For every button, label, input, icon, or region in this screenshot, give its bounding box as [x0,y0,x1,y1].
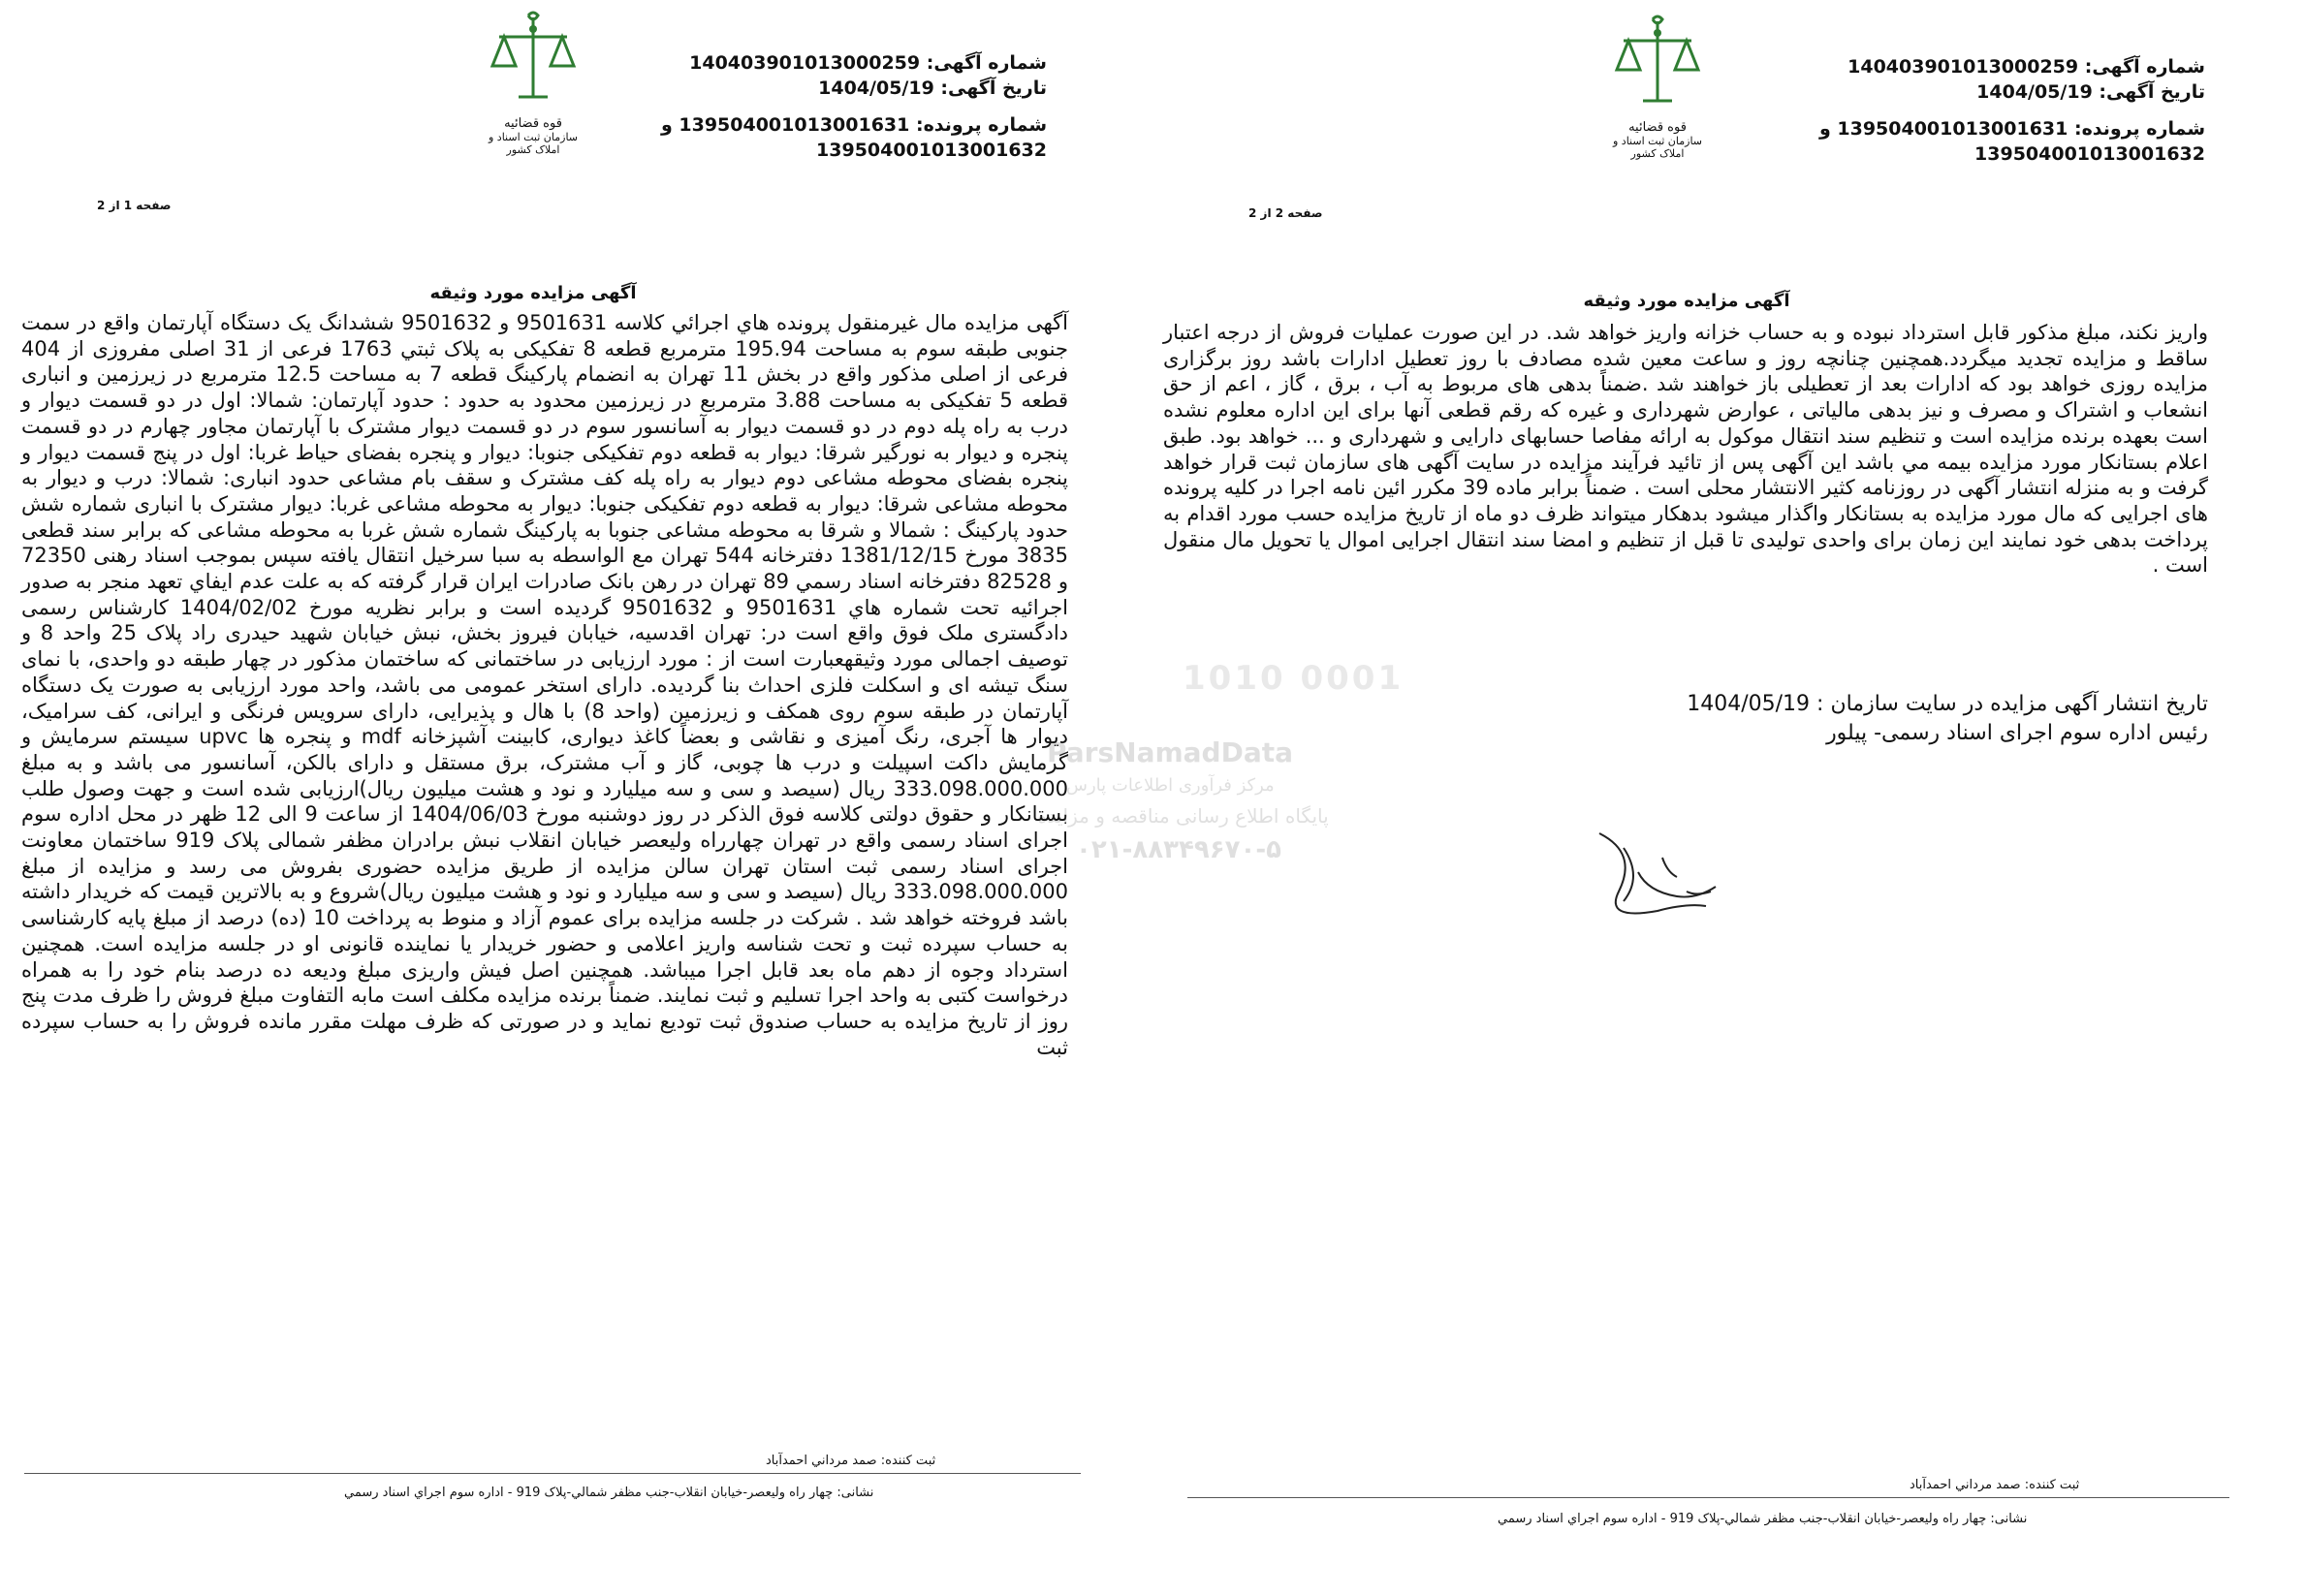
case-number-label: شماره پرونده: [2073,118,2205,140]
footer-divider [24,1473,1081,1474]
ad-number-label: شماره آگهی: [2084,56,2205,78]
publish-date: 1404/05/19 [1687,692,1811,716]
footer-address [344,1486,873,1500]
scales-emblem-icon [1604,12,1711,118]
page-one [0,0,1124,1596]
footer-registrar [1910,1478,2079,1492]
case-number-2: 13950400101300163‌2 [816,140,1047,161]
ad-meta [1818,54,2205,167]
handwritten-signature-icon [1570,814,1764,940]
ad-date-label: تاریخ آگهی: [2099,81,2205,103]
watermark-phone: ۰۲۱-۸۸۳۴۹۶۷۰-۵ [1076,835,1282,864]
case-number-1: 13950400101300163‌1 و [1818,118,2068,140]
org-name-registry: سازمان ثبت اسناد و املاک کشور [1612,135,1703,160]
registrar-label: ثبت کننده: [2024,1478,2080,1492]
notice-title: آگهی مزایده مورد وثیقه [429,283,637,303]
watermark-digits: 0001 1010 [1183,659,1405,698]
ad-number-label: شماره آگهی: [926,52,1047,74]
watermark-tagline: مرکز فرآوری اطلاعات پارس [1066,775,1275,796]
address-label: نشانی: [837,1486,874,1500]
notice-body-text: آگهی مزایده مال غیرمنقول پرونده هاي اجرائي كلاسه 9501631 و 9501632 ششدانگ يک دستگاه آپارتمان واقع در سمت جنوبی طبقه سوم به مساحت 195.94 مترمربع قطعه 8 تفکیکی به پلاک ثبتي 1763 فرعی از 31 اصلی مفروزی از 404 فرعی از اصلی مذکور واقع در بخش 11 تهران به انضمام پارکینگ قطعه 7 به مساحت 12.5 مترمربع در زیرزمین و انباری قطعه 5 تفکیکی به مساحت 3.88 مترمربع در زیرزمین محدود به حدود : حدود آپارتمان: شمالا: اول در دو قسمت دیوار و درب به راه پله دوم در دو قسمت دیوار به آسانسور سوم در دو قسمت دیوار مشترک با آپارتمان مجاور چهارم در دو قسمت پنجره و دیوار به نورگیر شرقا: دیوار به قطعه دوم تفکیکی جنوبا: دیوار و پنجره بفضای حیاط غربا: اول در پنج قسمت دیوار و پنجره بفضای محوطه مشاعی دوم دیوار به راه پله کف مشترک و سقف بام مشاعی حدود انباری: شمالا: درب و دیوار به محوطه مشاعی شرقا: دیوار به قطعه دوم تفکیکی جنوبا: دیوار به محوطه مشاعی غربا: دیوار مشترک با انباری شماره شش حدود پارکینگ : شمالا و شرقا به محوطه مشاعی جنوبا به پارکینگ شماره شش غربا به محوطه مشاعی که برابر سند قطعی 3835 مورخ 1381/12/15 دفترخانه 544 تهران مع الواسطه به سبا سرخیل انتقال یافته سپس بموجب اسناد رهنی 72350 و 82528 دفترخانه اسناد رسمي 89 تهران در رهن بانک صادرات ایران قرار گرفته که به علت عدم ايفاي تعهد منجر به صدور اجرائيه تحت شماره هاي 9501631 و 9501632 گردیده است و برابر نظریه مورخ 1404/02/02 کارشناس رسمی دادگستری ملک فوق واقع است در: تهران اقدسیه، خیابان فیروز بخش، نبش خیابان شهید حیدری راد پلاک 25 واحد 8 و توصیف اجمالی مورد وثیقهعبارت است از : مورد ارزیابی در ساختمانی که ساختمان مذکور در چهار طبقه دو واحدی، با نمای سنگ تیشه ای و اسکلت فلزی احداث بنا گردیده. دارای استخر عمومی می باشد، واحد مورد ارزیابی به صورت یک دستگاه آپارتمان در طبقه سوم روی همکف و زیرزمین (واحد 8) با هال و پذیرایی، دارای سرویس فرنگی و ایرانی، کف سرامیک، دیوار ها آجری، رنگ آمیزی و نقاشی و بعضاً کاغذ دیواری، کابینت آشپزخانه mdf و پنجره ها upvc سیستم سرمایش و گرمایش داکت اسپیلت و درب ها چوبی، گاز و آب مشترک، برق مستقل و دارای بالکن، آسانسور می باشد و به مبلغ 333.098.000.000 ریال (سیصد و سی و سه میلیارد و نود و هشت میلیون ریال)ارزیابی شده است و جهت وصول طلب بستانکار و حقوق دولتی کلاسه فوق الذکر در روز دوشنبه مورخ 1404/06/03 از ساعت 9 الی 12 ظهر در محل اداره سوم اجرای اسناد رسمی واقع در تهران چهارراه ولیعصر خیابان انقلاب نبش برادران مظفر شمالی پلاک 919 ساختمان معاونت اجرای اسناد رسمی ثبت استان تهران سالن مزایده از طریق مزایده حضوری بفروش می رسد و مزایده از مبلغ 333.098.000.000 ریال (سیصد و سی و سه میلیارد و نود و هشت میلیون ریال)شروع و به بالاترین قیمت که خریدار داشته باشد فروخته خواهد شد . شرکت در جلسه مزایده برای عموم آزاد و منوط به پرداخت 10 (ده) درصد از مبلغ پایه کارشناسی به حساب سپرده ثبت و تحت شناسه واریز اعلامی و حضور خریدار یا نماینده قانونی او در جلسه مزایده است. همچنین استرداد وجوه از دهم ماه بعد قابل اجرا میباشد. همچنین اصل فیش واریزی مبلغ ودیعه ده درصد بنام خود را به همراه درخواست کتبی به واحد اجرا تسلیم و ثبت نمایند. ضمناً برنده مزایده مکلف است مابه التفاوت مبلغ فروش را ظرف مدت پنج روز از تاریخ مزایده به حساب صندوق ثبت تودیع نماید و در صورتی که ظرف مهلت مقرر مانده فروش را به حساب سپرده ثبت [21,311,1069,1059]
address-label: نشانی: [1990,1512,2028,1526]
page-number: صفحه 2 از 2 [1248,206,1323,220]
publish-date-label: تاریخ انتشار آگهی مزایده در سایت سازمان : [1816,692,2208,716]
watermark-brand: ParsNamadData [1047,736,1293,768]
case-number-2: 13950400101300163‌2 [1974,143,2205,165]
case-number-label: شماره پرونده: [915,114,1047,136]
signer-title: رئیس اداره سوم اجرای اسناد رسمی- پیلور [1826,721,2208,745]
notice-body [21,310,1068,1060]
org-name-registry: سازمان ثبت اسناد و املاک کشور [488,131,579,156]
registrar-name: صمد مرداني احمدآباد [766,1454,877,1468]
case-number-1: 13950400101300163‌1 و [660,114,910,136]
registrar-label: ثبت کننده: [880,1454,936,1468]
page-two [1163,0,2305,1596]
notice-title: آگهی مزایده مورد وثیقه [1583,291,1790,311]
ad-date: 1404/05/19 [1976,81,2093,103]
footer-divider [1187,1497,2229,1498]
notice-body [1163,320,2208,579]
org-name-judiciary: قوه قضائیه [504,116,562,131]
judiciary-emblem [1604,12,1711,160]
address-text: چهار راه ولیعصر-خیابان انقلاب-جنب مظفر شمالي-پلاک 919 - اداره سوم اجراي اسناد رسمي [344,1486,834,1500]
ad-number: 140403901013000259 [1847,56,2079,78]
watermark-portal: پایگاه اطلاع رسانی مناقصه و مزایده [1037,804,1329,828]
registrar-name: صمد مرداني احمدآباد [1910,1478,2021,1492]
judiciary-emblem [480,8,586,156]
page-number: صفحه 1 از 2 [97,199,172,212]
org-name-judiciary: قوه قضائیه [1628,120,1687,135]
scales-emblem-icon [480,8,586,114]
footer-registrar [766,1454,935,1468]
ad-number: 140403901013000259 [689,52,921,74]
ad-date: 1404/05/19 [818,78,934,99]
address-text: چهار راه ولیعصر-خیابان انقلاب-جنب مظفر شمالي-پلاک 919 - اداره سوم اجراي اسناد رسمي [1498,1512,1987,1526]
ad-meta [660,50,1047,163]
signoff-block [1405,690,2208,748]
notice-body-text: واریز نکند، مبلغ مذکور قابل استرداد نبوده و به حساب خزانه واریز خواهد شد. در این صورت عملیات فروش از درجه اعتبار ساقط و مزایده تجدید میگردد.همچنین چنانچه روز و ساعت معین شده مصادف با روز تعطیل ادارات باشد روز برگزاری مزایده روزی خواهد بود که ادارات بعد از تعطیلی باز خواهند شد .ضمناً بدهی های مربوط به آب ، برق ، گاز ، اعم از حق انشعاب و اشتراک و مصرف و نیز بدهی مالیاتی ، عوارض شهرداری و غیره که رقم قطعی آنها برای این اداره معلوم نشده است بعهده برنده مزایده است و تنظیم سند انتقال موکول به ارائه مفاصا حسابهای دارایی و شهرداری و ... خواهد بود. طبق اعلام بستانکار مورد مزایده بیمه مي باشد این آگهی پس از تائید فرآیند مزایده در سایت آگهی های سازمان ثبت قرار خواهد گرفت و به منزله انتشار آگهی در روزنامه کثیر الانتشار محلی است . ضمناً برابر ماده 39 مکرر ائین نامه اجرا در کلیه پرونده های اجرایی که مال مورد مزایده به بستانکار واگذار میشود بدهکار میتواند ظرف دو ماه از تاریخ مزایده حسب مورد اقدام به پرداخت بدهی خود نمایند این زمان برای واحدی تولیدی تا قبل از تنظیم و امضا سند انتقال اجرایی اموال یا تحویل مال منقول است . [1163,321,2208,578]
signature [1570,814,1764,940]
ad-date-label: تاریخ آگهی: [940,78,1047,99]
footer-address [1498,1512,2027,1526]
